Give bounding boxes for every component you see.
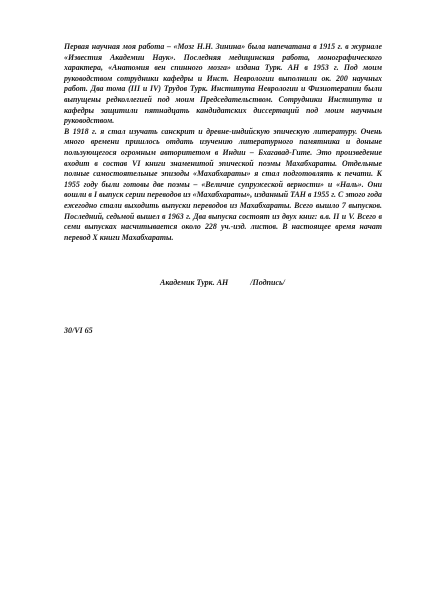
signature-mark: /Подпись/ bbox=[250, 278, 285, 287]
document-date: 30/VI 65 bbox=[64, 326, 93, 335]
document-body bbox=[64, 42, 382, 243]
paragraph-mahabharata-translation: В 1918 г. я стал изучать санскрит и древне-индийскую эпическую литературу. Очень много времени пришлось отдать изучению литературного памятника и доныне пользующегося огромным авторитетом в Индии – Бхагавад-Гите. Это произведение входит в состав VI книги знаменитой эпической поэмы Махабхараты. Отдельные полные самостоятельные эпизоды «Махабхараты» я стал подготовлять к печати. К 1955 году были готовы две поэмы – «Величие супружеской верности» и «Наль». Они вошли в I выпуск серии переводов из «Махабхараты», изданный ТАН в 1955 г. С этого года ежегодно стали выходить выпуски переводов из Махабхараты. Всего вышло 7 выпусков. Последний, седьмой вышел в 1963 г. Два выпуска состоят из двух книг: в.в. II и V. Всего в семи выпусках насчитывается около 228 уч.-изд. листов. В настоящее время начат перевод X книги Махабхараты. bbox=[64, 126, 382, 242]
paragraph-scientific-work: Первая научная моя работа – «Мозг Н.Н. Зинина» была напечатана в 1915 г. в журнале «Известия Академии Наук». Последняя медицинская работа, монографического характера, «Анатомия вен спинного мозга» издана Турк. АН в 1953 г. Под моим руководством сотрудники кафедры и Инст. Неврологии выполнили ок. 200 научных работ. Два тома (III и IV) Трудов Турк. Института Неврологии и Физиотерапии были выпущены редколлегией под моим Председательством. Сотрудники Института и кафедры защитили пятнадцать кандидатских диссертаций под моим научным руководством. bbox=[64, 42, 382, 126]
signature-line bbox=[160, 278, 380, 288]
signature-title: Академик Турк. АН bbox=[160, 278, 229, 287]
